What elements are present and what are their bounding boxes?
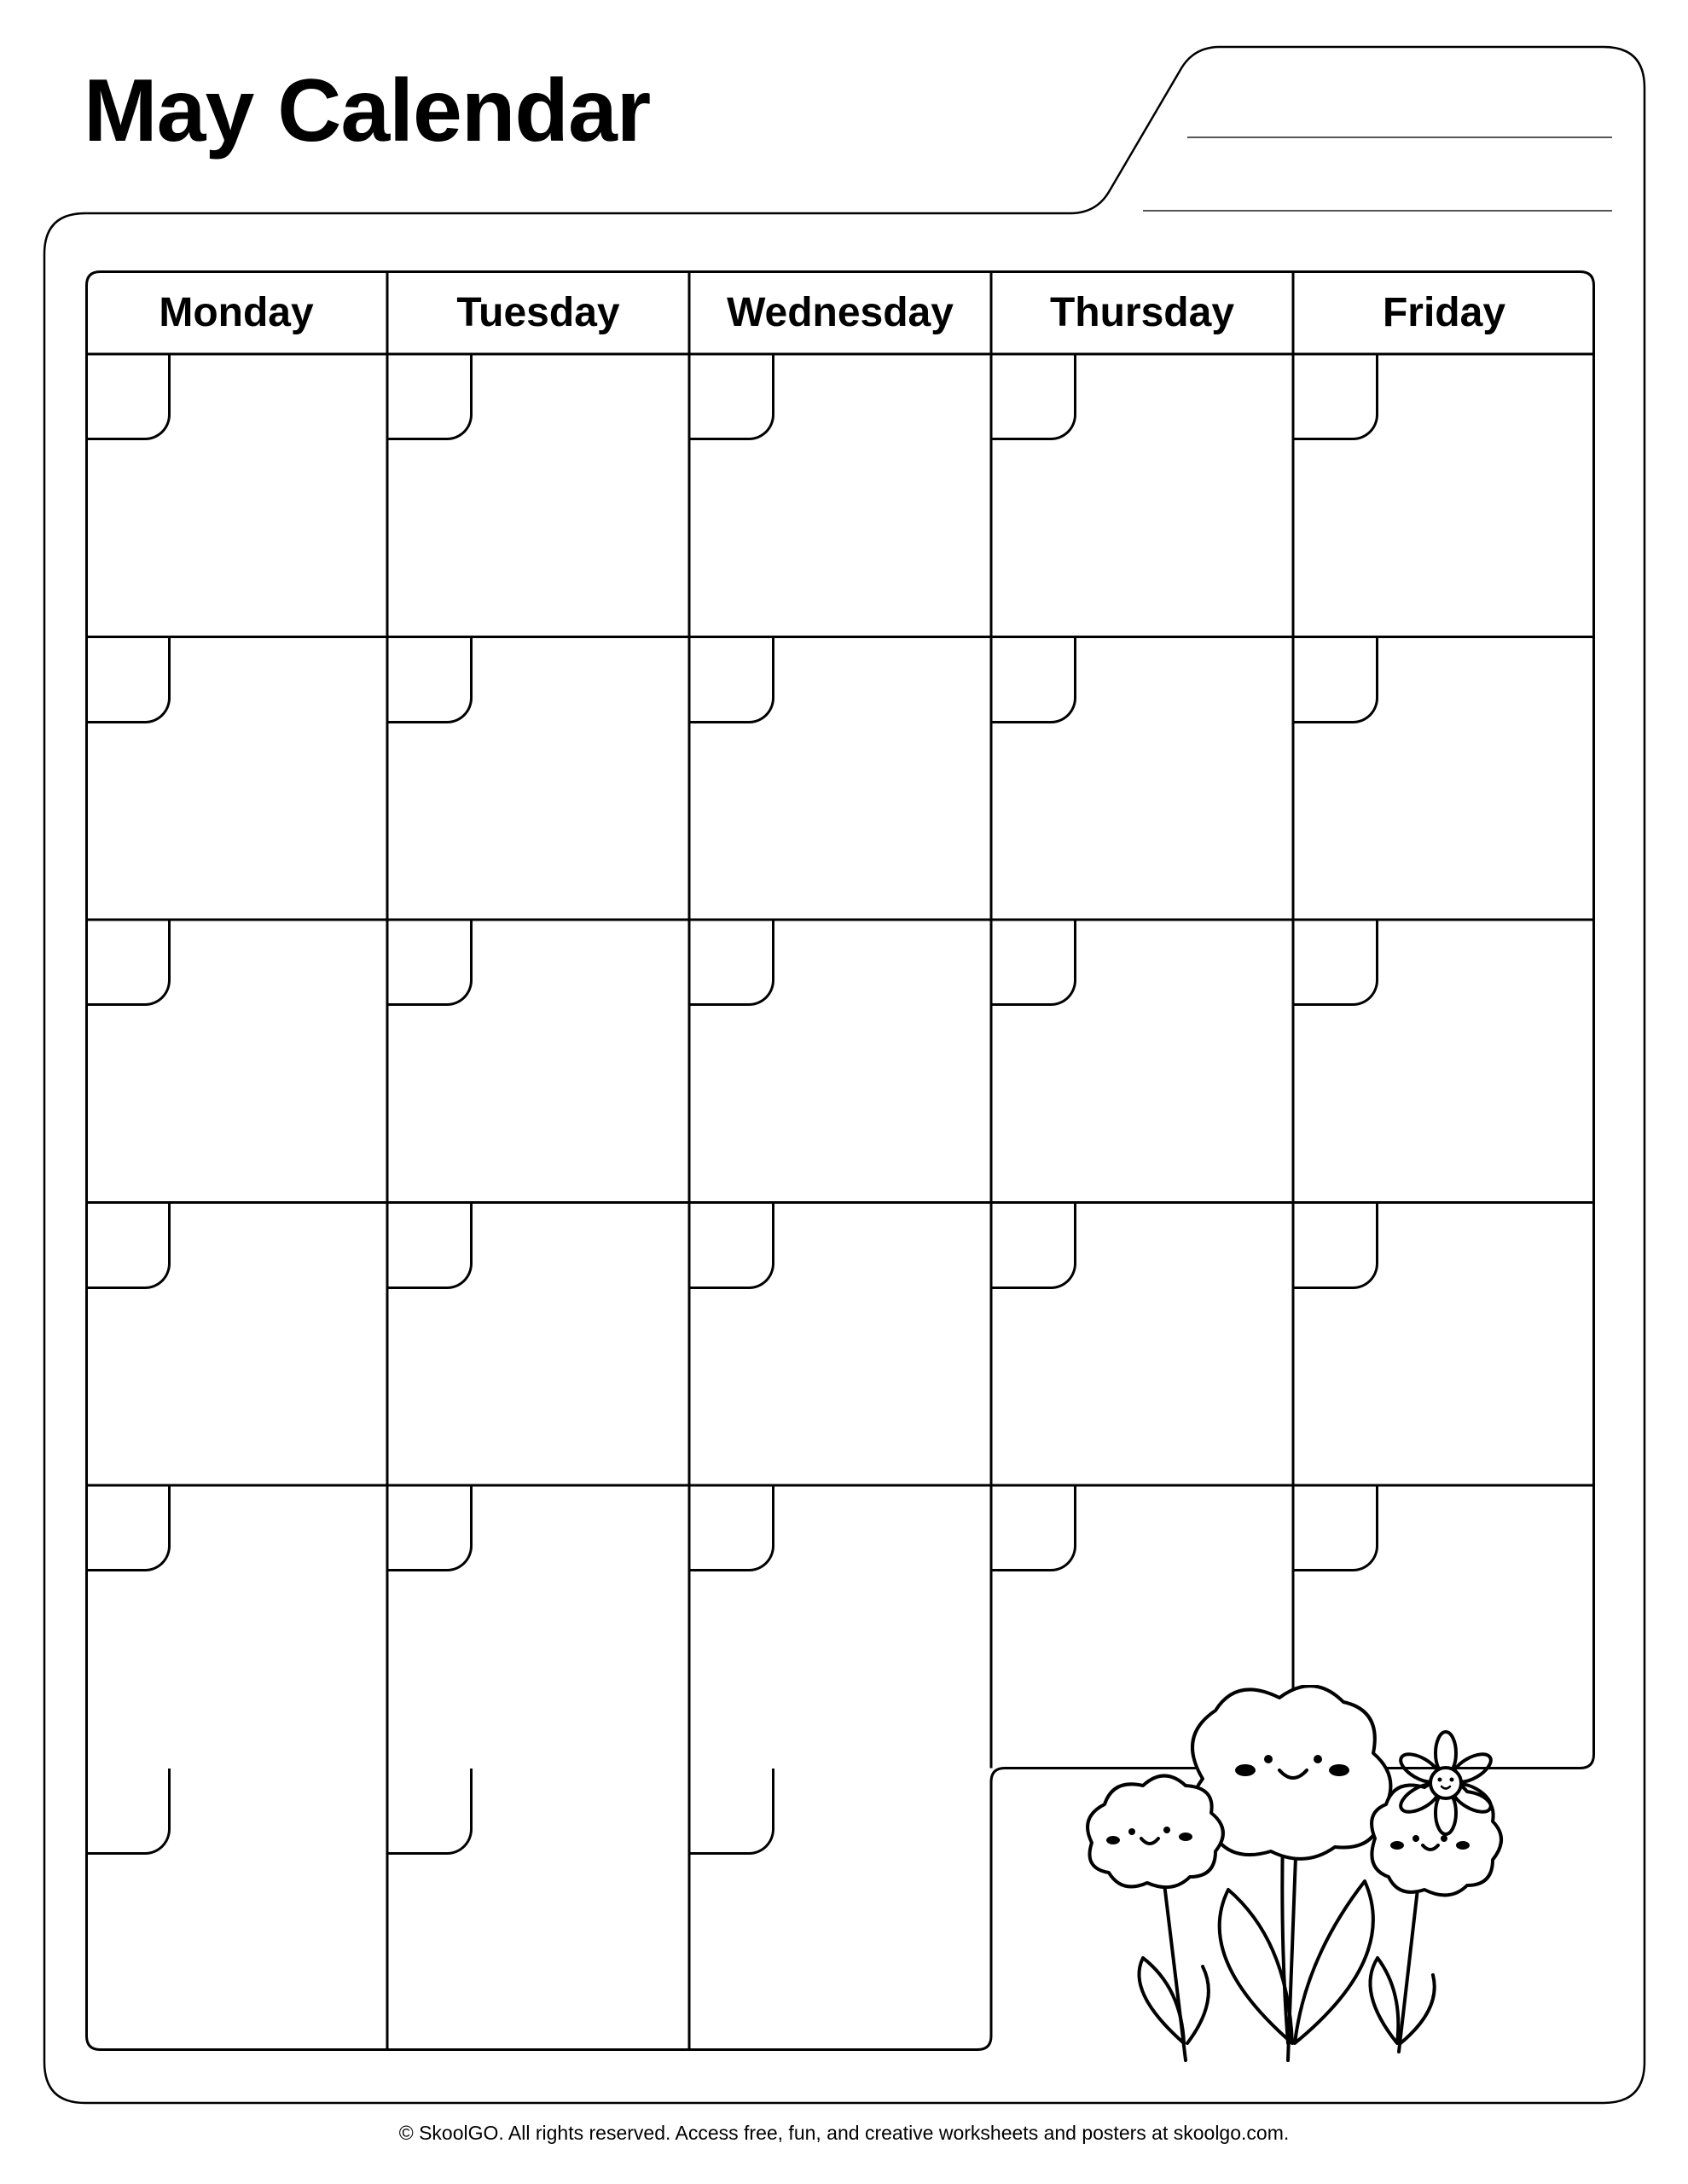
date-number-box[interactable] (1293, 1485, 1378, 1571)
date-number-box[interactable] (991, 637, 1076, 723)
date-number-box[interactable] (85, 1203, 171, 1289)
date-number-box[interactable] (85, 1485, 171, 1571)
date-number-box[interactable] (991, 354, 1076, 440)
day-cell[interactable] (387, 637, 689, 921)
date-number-box[interactable] (387, 1203, 473, 1289)
day-header-tuesday: Tuesday (456, 289, 620, 335)
date-number-box[interactable] (387, 1769, 473, 1855)
date-number-box[interactable] (387, 1485, 473, 1571)
day-cell[interactable] (991, 1203, 1293, 1486)
day-cell[interactable] (991, 637, 1293, 921)
day-cell[interactable] (991, 920, 1293, 1203)
day-cell[interactable] (387, 1769, 689, 2052)
day-cell[interactable] (689, 637, 991, 921)
day-cell[interactable] (387, 1203, 689, 1486)
date-number-box[interactable] (387, 354, 473, 440)
date-number-box[interactable] (689, 1485, 774, 1571)
day-header-monday: Monday (159, 289, 314, 335)
day-cell[interactable] (689, 1203, 991, 1486)
day-cell[interactable] (85, 1769, 387, 2052)
date-number-box[interactable] (387, 920, 473, 1006)
day-cell[interactable] (387, 920, 689, 1203)
day-cell[interactable] (1293, 637, 1595, 921)
day-cell[interactable] (689, 1485, 991, 1769)
date-number-box[interactable] (689, 920, 774, 1006)
page-title: May Calendar (84, 61, 651, 160)
day-header-thursday: Thursday (1049, 289, 1235, 335)
date-number-box[interactable] (689, 637, 774, 723)
date-number-box[interactable] (85, 1769, 171, 1855)
date-number-box[interactable] (991, 1485, 1076, 1571)
date-number-box[interactable] (85, 637, 171, 723)
day-cell[interactable] (85, 920, 387, 1203)
name-line-1[interactable] (1187, 136, 1612, 138)
date-number-box[interactable] (689, 1203, 774, 1289)
name-line-2[interactable] (1143, 210, 1612, 212)
flowers-illustration (1075, 1685, 1552, 2077)
date-number-box[interactable] (85, 920, 171, 1006)
date-number-box[interactable] (689, 1769, 774, 1855)
day-cell[interactable] (387, 354, 689, 637)
day-cell[interactable] (1293, 354, 1595, 637)
date-number-box[interactable] (387, 637, 473, 723)
day-cell[interactable] (85, 1485, 387, 1769)
date-number-box[interactable] (1293, 354, 1378, 440)
date-number-box[interactable] (1293, 920, 1378, 1006)
day-header-friday: Friday (1382, 289, 1506, 335)
date-number-box[interactable] (689, 354, 774, 440)
day-cell[interactable] (689, 354, 991, 637)
date-number-box[interactable] (1293, 637, 1378, 723)
day-cell[interactable] (1293, 920, 1595, 1203)
day-cell[interactable] (991, 354, 1293, 637)
date-number-box[interactable] (991, 920, 1076, 1006)
day-cell[interactable] (689, 1769, 991, 2052)
copyright-footer: © SkoolGO. All rights reserved. Access free, fun, and creative worksheets and posters at skoolgo.com. (398, 2122, 1290, 2144)
day-cell[interactable] (85, 354, 387, 637)
date-number-box[interactable] (85, 354, 171, 440)
day-cell[interactable] (85, 1203, 387, 1486)
date-number-box[interactable] (991, 1203, 1076, 1289)
day-cell[interactable] (387, 1485, 689, 1769)
day-header-wednesday: Wednesday (727, 289, 954, 335)
date-number-box[interactable] (1293, 1203, 1378, 1289)
day-cell[interactable] (689, 920, 991, 1203)
day-cell[interactable] (85, 637, 387, 921)
day-cell[interactable] (1293, 1203, 1595, 1486)
